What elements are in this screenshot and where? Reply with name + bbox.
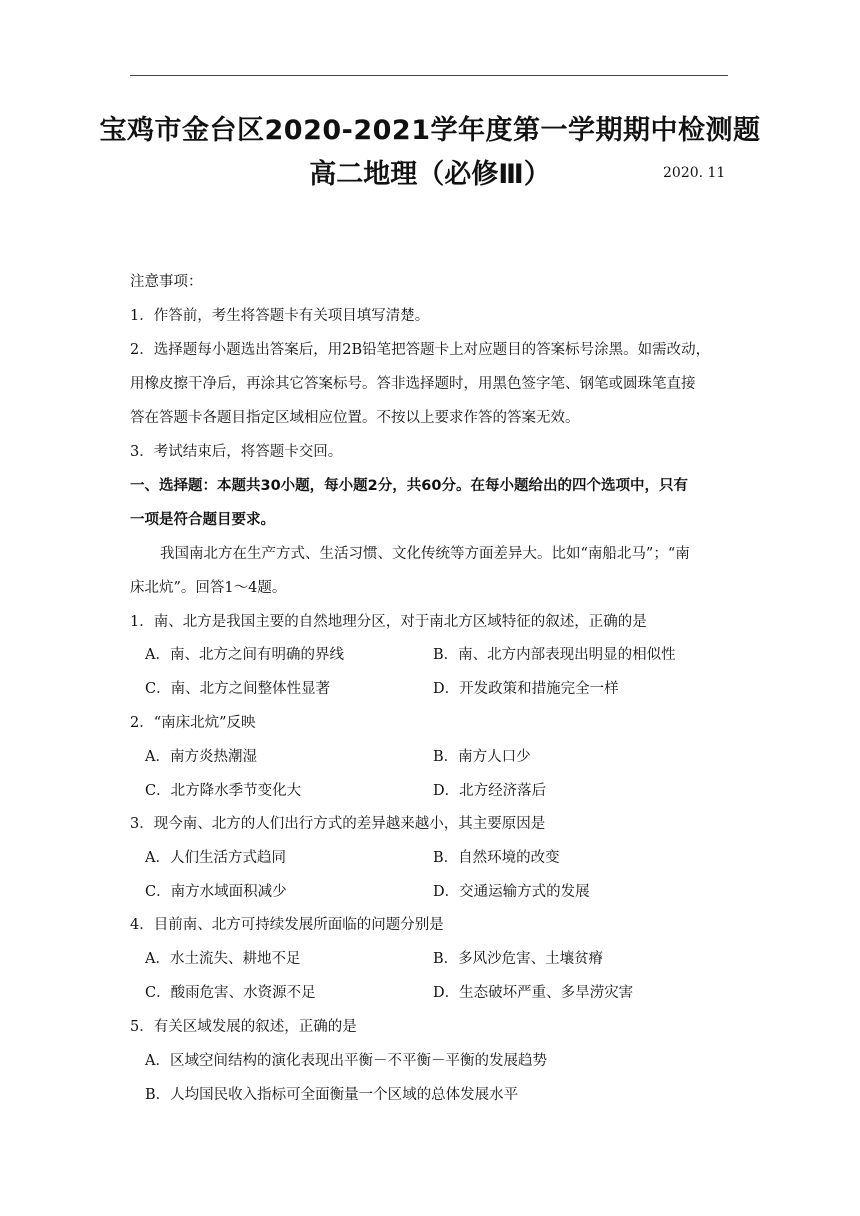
- notice-heading: 注意事项：: [130, 274, 203, 290]
- option-d: D．生态破坏严重、多旱涝灾害: [433, 985, 634, 1001]
- option-a: A．南方炎热潮湿: [145, 749, 257, 765]
- option-d: D．开发政策和措施完全一样: [433, 681, 619, 697]
- option-c: C．酸雨危害、水资源不足: [145, 985, 316, 1001]
- passage-line-1: 我国南北方在生产方式、生活习惯、文化传统等方面差异大。比如“南船北马”；“南: [160, 546, 690, 562]
- exam-date: 2020. 11: [663, 165, 726, 181]
- question-stem: 5．有关区域发展的叙述，正确的是: [130, 1019, 357, 1035]
- question-stem: 1．南、北方是我国主要的自然地理分区，对于南北方区域特征的叙述，正确的是: [130, 614, 647, 630]
- notice-item-3: 3．考试结束后，将答题卡交回。: [130, 444, 343, 460]
- option-a: A．水土流失、耕地不足: [145, 951, 301, 967]
- option-a: A．区域空间结构的演化表现出平衡－不平衡－平衡的发展趋势: [145, 1053, 547, 1069]
- question-stem: 2．“南床北炕”反映: [130, 715, 256, 731]
- exam-title: 宝鸡市金台区2020-2021学年度第一学期期中检测题: [99, 115, 761, 146]
- option-b: B．自然环境的改变: [433, 850, 560, 866]
- question-stem: 3．现今南、北方的人们出行方式的差异越来越小，其主要原因是: [130, 816, 546, 832]
- section-heading-line-1: 一、选择题：本题共30小题，每小题2分，共60分。在每小题给出的四个选项中，只有: [130, 478, 688, 494]
- exam-subtitle: 高二地理（必修Ⅲ）: [309, 159, 551, 190]
- option-b: B．南方人口少: [433, 749, 531, 765]
- passage-line-2: 床北炕”。回答1～4题。: [130, 580, 287, 596]
- section-heading-line-2: 一项是符合题目要求。: [130, 512, 275, 528]
- option-b: B．南、北方内部表现出明显的相似性: [433, 647, 676, 663]
- option-a: A．人们生活方式趋同: [145, 850, 286, 866]
- notice-item-2-line-1: 2．选择题每小题选出答案后，用2B铅笔把答题卡上对应题目的答案标号涂黑。如需改动，: [130, 342, 711, 358]
- option-c: C．北方降水季节变化大: [145, 783, 302, 799]
- option-a: A．南、北方之间有明确的界线: [145, 647, 344, 663]
- option-d: D．北方经济落后: [433, 783, 547, 799]
- option-c: C．南方水域面积减少: [145, 884, 287, 900]
- option-b: B．多风沙危害、土壤贫瘠: [433, 951, 604, 967]
- notice-item-2-line-2: 用橡皮擦干净后，再涂其它答案标号。答非选择题时，用黑色签字笔、钢笔或圆珠笔直接: [130, 376, 696, 392]
- question-stem: 4．目前南、北方可持续发展所面临的问题分别是: [130, 917, 444, 933]
- notice-item-2-line-3: 答在答题卡各题目指定区域相应位置。不按以上要求作答的答案无效。: [130, 410, 580, 426]
- option-c: C．南、北方之间整体性显著: [145, 681, 331, 697]
- option-d: D．交通运输方式的发展: [433, 884, 590, 900]
- option-b: B．人均国民收入指标可全面衡量一个区域的总体发展水平: [145, 1087, 519, 1103]
- notice-item-1: 1．作答前，考生将答题卡有关项目填写清楚。: [130, 308, 430, 324]
- header-rule: [130, 75, 728, 76]
